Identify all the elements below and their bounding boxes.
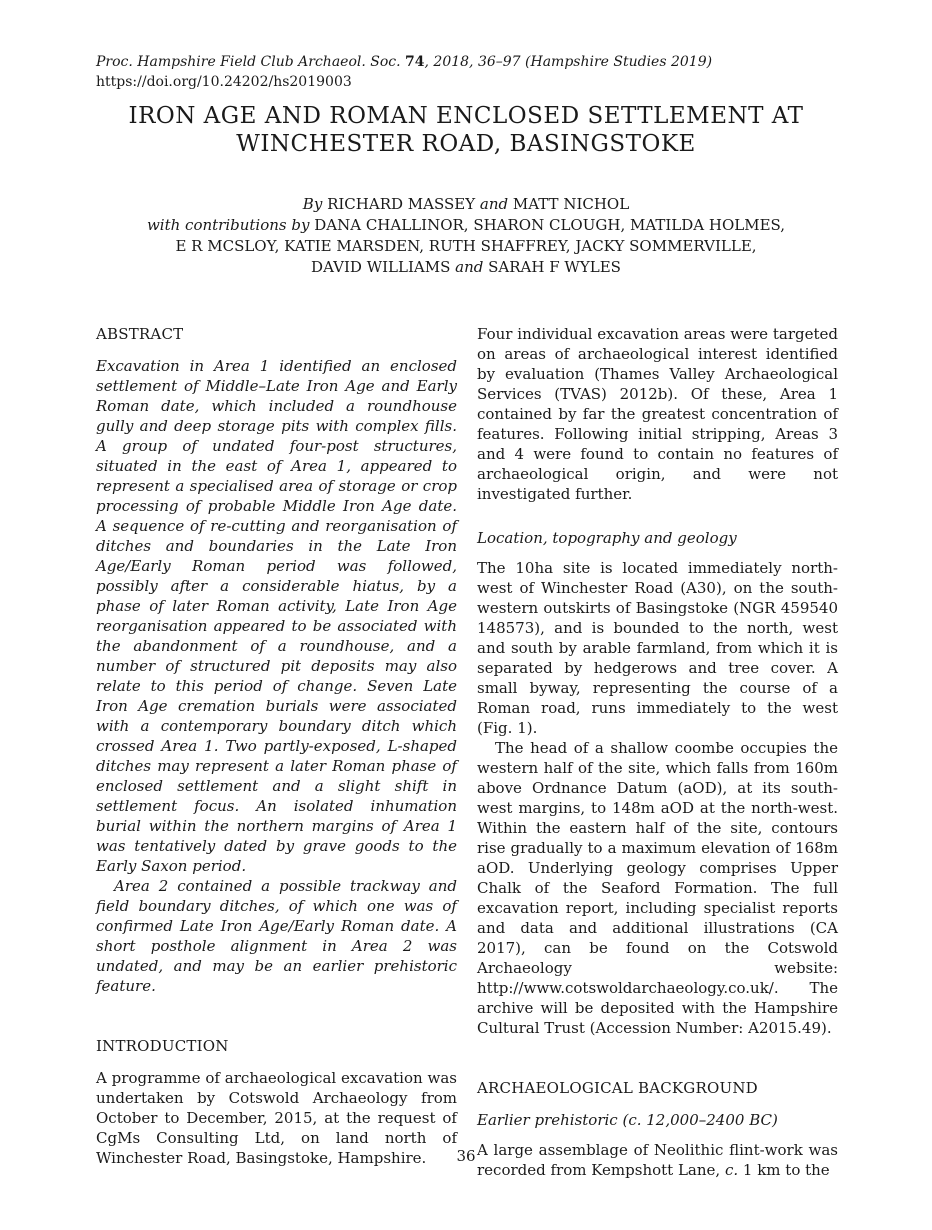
contributions-word: with contributions by <box>146 216 310 234</box>
background-text-a: A large assemblage of Neolithic flint-work was recorded from Kempshott Lane, <box>477 1141 838 1179</box>
doi-link[interactable]: https://doi.org/10.24202/hs2019003 <box>96 74 352 90</box>
spacer <box>477 1038 838 1078</box>
contributors-line-2: E R MCSLOY, KATIE MARSDEN, RUTH SHAFFREY, JACKY SOMMERVILLE, <box>175 237 757 255</box>
author-1: RICHARD MASSEY <box>327 195 476 213</box>
background-heading: ARCHAEOLOGICAL BACKGROUND <box>477 1079 758 1097</box>
circa-abbrev: c. <box>724 1161 739 1179</box>
contributors-a: DANA CHALLINOR, SHARON CLOUGH, MATILDA HOLMES, <box>314 216 786 234</box>
citation-volume: 74 <box>405 54 425 70</box>
journal-citation <box>96 52 856 72</box>
right-column <box>477 324 838 1180</box>
spacer <box>477 504 838 528</box>
citation-prefix: Proc. Hampshire Field Club Archaeol. Soc. <box>96 54 401 70</box>
background-text-b: 1 km to the <box>738 1161 830 1179</box>
contributors-c2: SARAH F WYLES <box>488 258 621 276</box>
abstract-paragraph-2: Area 2 contained a possible trackway and field boundary ditches, of which one was of confirmed Late Iron Age/Early Roman date. A short posthole alignment in Area 2 was undated, and may be an earlier prehistoric feature. <box>96 877 457 995</box>
and-word-2: and <box>455 258 484 276</box>
introduction-paragraph-1: A programme of archaeological excavation was undertaken by Cotswold Archaeology from October to December, 2015, at the request of CgMs Consulting Ltd, on land north of Winchester Road, Basingstoke, Hampshire. <box>96 1069 457 1167</box>
author-byline <box>80 194 852 278</box>
contributors-line-1 <box>80 215 852 236</box>
journal-header <box>96 52 856 92</box>
and-word: and <box>479 195 509 213</box>
spacer <box>96 996 457 1036</box>
introduction-heading: INTRODUCTION <box>96 1037 229 1055</box>
page-number: 36 <box>456 1147 476 1165</box>
introduction-paragraph-2-continued: Four individual excavation areas were targeted on areas of archaeological interest identified by evaluation (Thames Valley Archaeological Services (TVAS) 2012b). Of these, Area 1 contained by far the greatest concentration of features. Following initial stripping, Areas 3 and 4 were found to contain no features of archaeological origin, and were not investigated further. <box>477 325 838 503</box>
contributors-line-3 <box>80 257 852 278</box>
left-column <box>96 324 457 1168</box>
abstract-heading: ABSTRACT <box>96 325 184 343</box>
earlier-prehistoric-subheading: Earlier prehistoric (c. 12,000–2400 BC) <box>477 1111 778 1129</box>
location-paragraph-1: The 10ha site is located immediately north-west of Winchester Road (A30), on the south-western outskirts of Basingstoke (NGR 459540 148573), and is bounded to the north, west and south by arable farmland, from which it is separated by hedgerows and tree cover. A small byway, representing the course of a Roman road, runs immediately to the west (Fig. 1). <box>477 559 838 737</box>
by-word: By <box>302 195 323 213</box>
citation-suffix: , 2018, 36–97 (Hampshire Studies 2019) <box>424 54 713 70</box>
location-subheading: Location, topography and geology <box>477 529 737 547</box>
article-title: IRON AGE AND ROMAN ENCLOSED SETTLEMENT AT WINCHESTER ROAD, BASINGSTOKE <box>128 103 804 157</box>
author-2: MATT NICHOL <box>512 195 630 213</box>
location-paragraph-2: The head of a shallow coombe occupies the western half of the site, which falls from 160m above Ordnance Datum (aOD), at its south-west margins, to 148m aOD at the north-west. Within the eastern half of the site, contours rise gradually to a maximum elevation of 168m aOD. Underlying geology comprises Upper Chalk of the Seaford Formation. The full excavation report, including specialist reports and data and additional illustrations (CA 2017), can be found on the Cotswold Archaeology website: http://www.cotswoldarchaeology.co.uk/. The archive will be deposited with the Hampshire Cultural Trust (Accession Number: A2015.49). <box>477 739 838 1037</box>
main-authors <box>80 194 852 215</box>
abstract-paragraph-1: Excavation in Area 1 identified an enclosed settlement of Middle–Late Iron Age and Early Roman date, which included a roundhouse gully and deep storage pits with complex fills. A group of undated four-post structures, situated in the east of Area 1, appeared to represent a specialised area of storage or crop processing of probable Middle Iron Age date. A sequence of re-cutting and reorganisation of ditches and boundaries in the Late Iron Age/Early Roman period was followed, possibly after a considerable hiatus, by a phase of later Roman activity, Late Iron Age reorganisation appeared to be associated with the abandonment of a roundhouse, and a number of structured pit deposits may also relate to this period of change. Seven Late Iron Age cremation burials were associated with a contemporary boundary ditch which crossed Area 1. Two partly-exposed, L-shaped ditches may represent a later Roman phase of enclosed settlement and a slight shift in settlement focus. An isolated inhumation burial within the northern margins of Area 1 was tentatively dated by grave goods to the Early Saxon period. <box>96 357 457 875</box>
contributors-c1: DAVID WILLIAMS <box>311 258 451 276</box>
